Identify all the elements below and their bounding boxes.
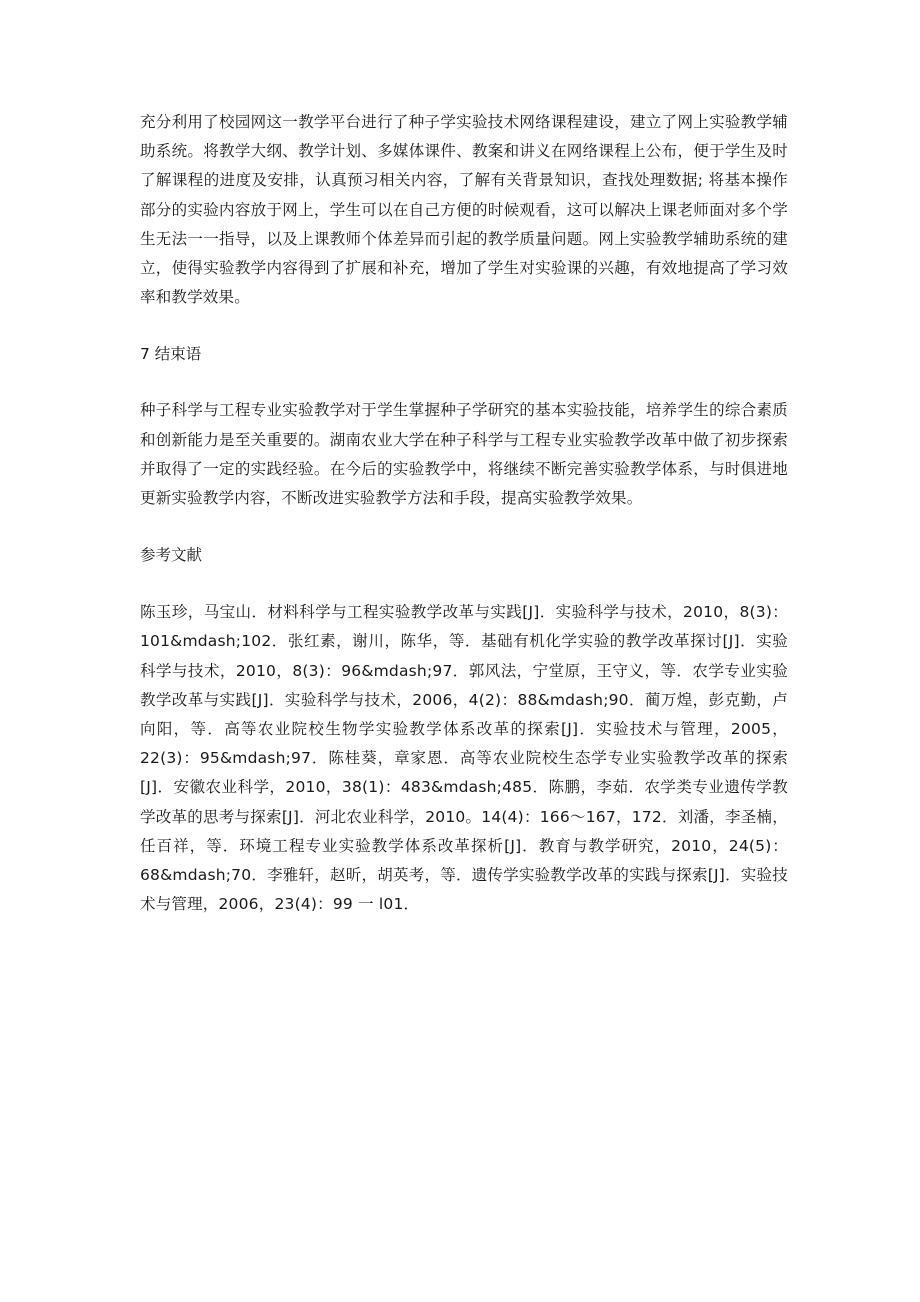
section-heading-conclusion: 7 结束语 <box>140 345 202 364</box>
body-paragraph-conclusion: 种子科学与工程专业实验教学对于学生掌握种子学研究的基本实验技能，培养学生的综合素质和创新能力是至关重要的。湖南农业大学在种子科学与工程专业实验教学改革中做了初步探索并取得了一定的实践经验。在今后的实验教学中，将继续不断完善实验教学体系，与时俱进地更新实验教学内容，不断改进实验教学方法和手段，提高实验教学效果。 <box>140 401 788 508</box>
body-paragraph-online-system: 充分利用了校园网这一教学平台进行了种子学实验技术网络课程建设，建立了网上实验教学辅助系统。将教学大纲、教学计划、多媒体课件、教案和讲义在网络课程上公布，便于学生及时了解课程的进度及安排，认真预习相关内容，了解有关背景知识，查找处理数据; 将基本操作部分的实验内容放于网上，学生可以在自己方便的时候观看，这可以解决上课老师面对多个学生无法一一指导，以及上课教师个体差异而引起的教学质量问题。网上实验教学辅助系统的建立，使得实验教学内容得到了扩展和补充，增加了学生对实验课的兴趣，有效地提高了学习效率和教学效果。 <box>140 113 788 307</box>
section-heading-references: 参考文献 <box>140 546 203 565</box>
references-list: 陈玉珍，马宝山．材料科学与工程实验教学改革与实践[J]．实验科学与技术，2010，8(3)：101&mdash;102．张红素，谢川，陈华，等．基础有机化学实验的教学改革探讨[J]．实验科学与技术，2010，8(3)：96&mdash;97．郭风法，宁堂原，王守义，等．农学专业实验教学改革与实践[J]．实验科学与技术，2006，4(2)：88&mdash;90．蔺万煌，彭克勤，卢向阳，等．高等农业院校生物学实验教学体系改革的探索[J]．实验技术与管理，2005，22(3)：95&mdash;97．陈桂葵，章家恩．高等农业院校生态学专业实验教学改革的探索[J]．安徽农业科学，2010，38(1)：483&mdash;485．陈鹏，李茹．农学类专业遗传学教学改革的思考与探索[J]．河北农业科学，2010。14(4)：166～167，172．刘潘，李圣楠，任百祥，等．环境工程专业实验教学体系改革探析[J]．教育与教学研究，2010，24(5)：68&mdash;70．李雅轩，赵昕，胡英考，等．遗传学实验教学改革的实践与探索[J]．实验技术与管理，2006，23(4)：99 一 l01． <box>140 603 788 914</box>
document-page <box>140 108 788 919</box>
